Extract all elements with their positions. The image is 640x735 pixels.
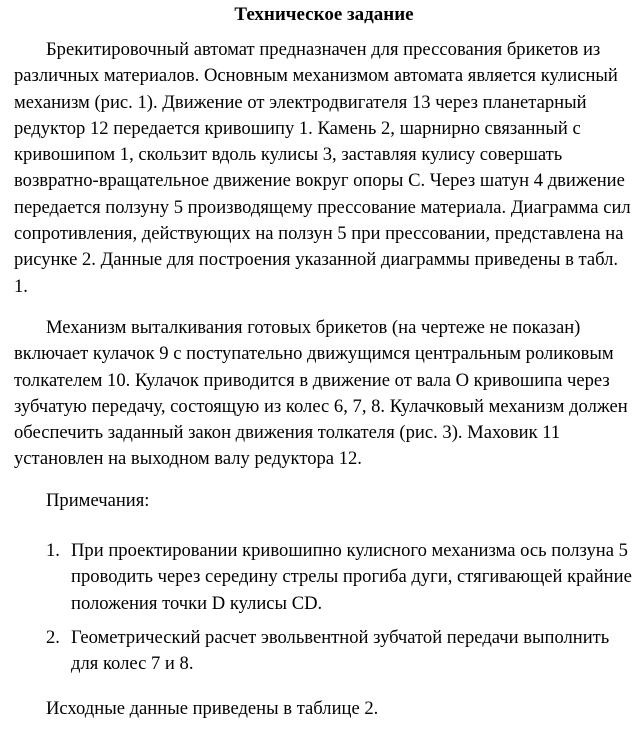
paragraph-crank-mechanism: Брекитировочный автомат предназначен для прессования брикетов из различных материалов. Основным механизмом автомата является кулисный механизм (рис. 1). Движение от электродвигателя 13 через планетарный редуктор 12 передается кривошипу 1. Камень 2, шарнирно связанный с кривошипом 1, скользит вдоль кулисы 3, заставляя кулису совершать возвратно-вращательное движение вокруг опоры С. Через шатун 4 движение передается ползуну 5 производящему прессование материала. Диаграмма сил сопротивления, действующих на ползун 5 при прессовании, представлена на рисунке 2. Данные для построения указанной диаграммы приведены в табл. 1. xyxy=(14,39,631,297)
note-text: Геометрический расчет эвольвентной зубчатой передачи выполнить для колес 7 и 8. xyxy=(71,626,610,675)
note-item xyxy=(14,625,634,678)
paragraph-ejection-mechanism: Механизм выталкивания готовых брикетов (на чертеже не показан) включает кулачок 9 с поступательно движущимся центральным роликовым толкателем 10. Кулачок приводится в движение от вала О кривошипа через зубчатую передачу, состоящую из колес 6, 7, 8. Кулачковый механизм должен обеспечить заданный закон движения толкателя (рис. 3). Маховик 11 установлен на выходном валу редуктора 12. xyxy=(14,316,628,470)
note-number: 2. xyxy=(46,626,60,648)
note-number: 1. xyxy=(46,540,60,562)
paragraph-gap xyxy=(14,300,634,315)
document-page xyxy=(14,2,634,722)
paragraph-gap xyxy=(14,473,634,488)
notes-list xyxy=(14,538,634,677)
notes-heading: Примечания: xyxy=(46,489,150,511)
document-title: Техническое задание xyxy=(234,4,414,25)
note-item xyxy=(14,538,634,617)
source-data-reference: Исходные данные приведены в таблице 2. xyxy=(46,697,379,719)
note-text: При проектировании кривошипно кулисного механизма ось ползуна 5 проводить через середину стрелы прогиба дуги, стягивающей крайние положения точки D кулисы CD. xyxy=(71,540,632,614)
